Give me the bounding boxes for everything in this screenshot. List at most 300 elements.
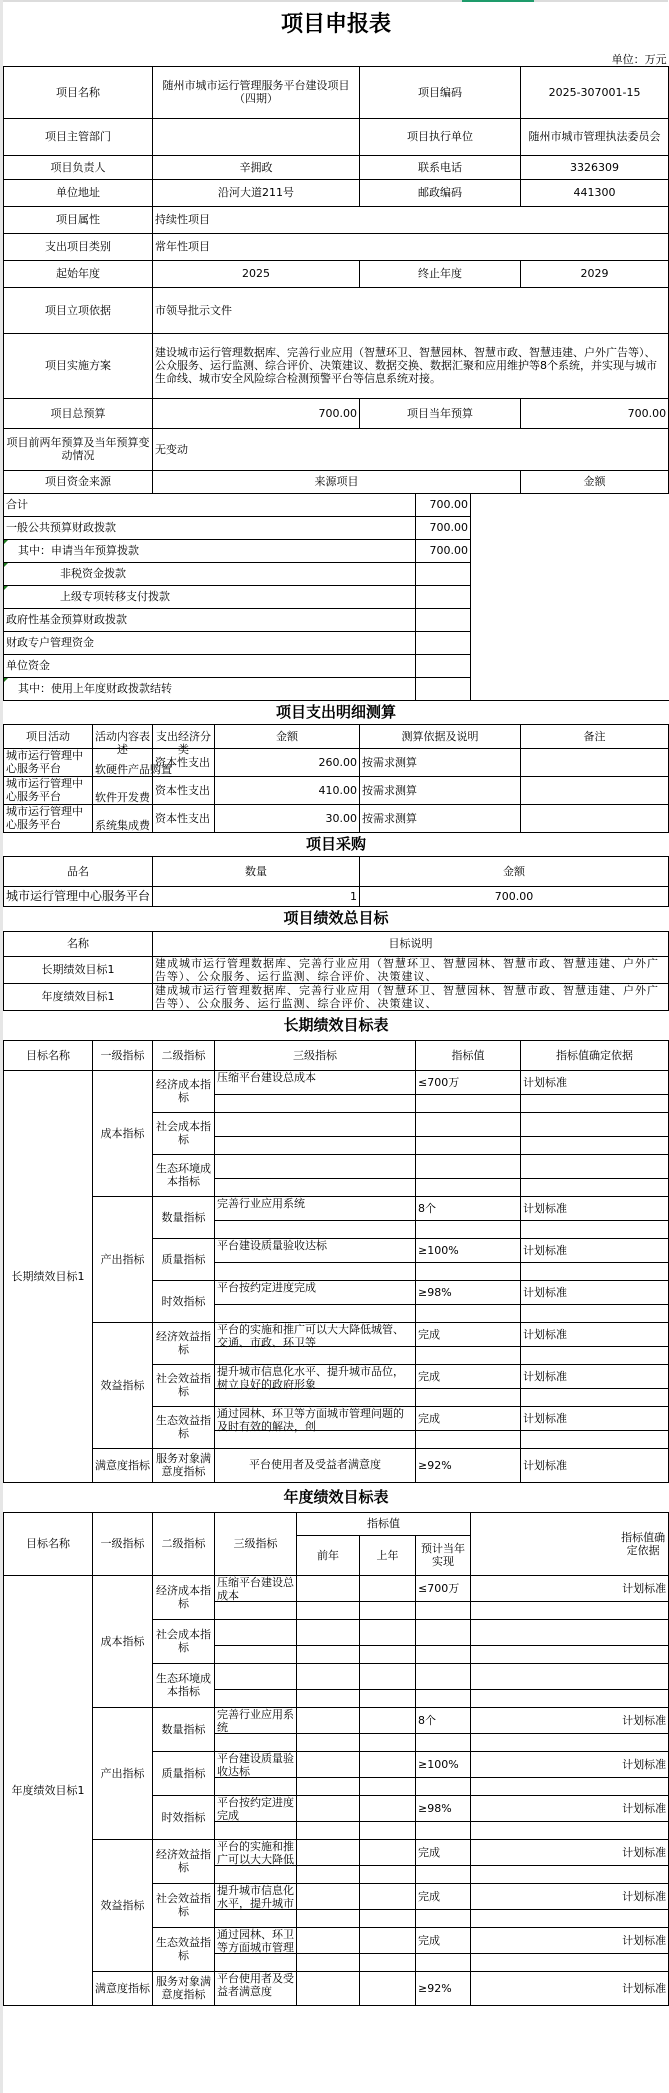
longterm-basis[interactable]: 计划标准 — [521, 1406, 669, 1430]
annual-level3-text: 通过园林、环卫等方面城市管理 — [217, 1927, 294, 1954]
annual-level2: 生态效益指标 — [153, 1927, 215, 1971]
postcode-value[interactable]: 441300 — [521, 179, 669, 206]
annual-prev1[interactable] — [360, 1575, 416, 1601]
annual-prev2[interactable] — [297, 1689, 360, 1707]
annual-header-level1: 一级指标 — [93, 1512, 153, 1575]
overall-goal-name: 年度绩效目标1 — [4, 983, 153, 1010]
longterm-level3[interactable] — [215, 1304, 416, 1322]
basis-label: 项目立项依据 — [4, 287, 153, 333]
expense-section-title: 项目支出明细测算 — [4, 700, 669, 724]
longterm-value[interactable] — [416, 1136, 521, 1154]
annual-prev2[interactable] — [297, 1795, 360, 1821]
longterm-section-title: 长期绩效目标表 — [4, 1010, 669, 1040]
longterm-level3[interactable] — [215, 1220, 416, 1238]
funding-amount[interactable] — [416, 631, 471, 654]
longterm-basis[interactable] — [521, 1112, 669, 1136]
longterm-level2: 时效指标 — [153, 1280, 215, 1322]
annual-expected[interactable]: 8个 — [416, 1707, 471, 1733]
longterm-level3[interactable] — [215, 1178, 416, 1196]
longterm-value[interactable]: 完成 — [416, 1406, 521, 1430]
dept-value[interactable] — [153, 118, 360, 155]
expense-activity[interactable] — [4, 748, 93, 776]
funding-source-header: 来源项目 — [153, 470, 521, 493]
expense-row — [4, 804, 669, 832]
annual-prev2[interactable] — [297, 1575, 360, 1601]
funding-row — [4, 585, 669, 608]
annual-level3-text: 平台的实施和推广可以大大降低 — [217, 1839, 294, 1866]
annual-basis[interactable] — [471, 1865, 669, 1883]
plan-value[interactable]: 建设城市运行管理数据库、完善行业应用（智慧环卫、智慧园林、智慧市政、智慧违建、户外广告等）、公众服务、运行监测、综合评价、决策建议、数据交换、数据汇聚和应用维护等8个系统，并实现与城市生命线、城市安全风险综合检测预警平台等信息系统对接。 — [153, 333, 669, 398]
annual-header-basis: 指标值确定依据 — [471, 1512, 669, 1575]
annual-level3-text: 平台建设质量验收达标 — [217, 1751, 294, 1778]
funding-source-label: 项目资金来源 — [4, 470, 153, 493]
funding-row — [4, 539, 669, 562]
funding-source-name: 上级专项转移支付拨款 — [4, 585, 416, 608]
annual-level3[interactable] — [215, 1751, 297, 1777]
longterm-value[interactable] — [416, 1094, 521, 1112]
expense-activity-text: 城市运行管理中心服务平台 — [6, 776, 83, 803]
annual-prev1[interactable] — [360, 1751, 416, 1777]
annual-level3[interactable] — [215, 1733, 297, 1751]
funding-amount[interactable]: 700.00 — [416, 516, 471, 539]
annual-basis[interactable] — [471, 1821, 669, 1839]
funding-amount[interactable] — [416, 677, 471, 700]
expense-amount[interactable]: 260.00 — [215, 748, 360, 776]
total-budget-value[interactable]: 700.00 — [153, 398, 360, 428]
annual-level3-text: 平台按约定进度完成 — [217, 1795, 294, 1822]
annual-prev2[interactable] — [297, 1953, 360, 1971]
expense-note[interactable] — [521, 748, 669, 776]
longterm-level2: 服务对象满意度指标 — [153, 1448, 215, 1482]
longterm-level3[interactable] — [215, 1112, 416, 1136]
longterm-value[interactable]: 8个 — [416, 1196, 521, 1220]
annual-basis[interactable] — [471, 1601, 669, 1619]
longterm-value[interactable] — [416, 1262, 521, 1280]
annual-level1: 成本指标 — [93, 1575, 153, 1707]
exec-unit-value[interactable]: 随州市城市管理执法委员会 — [521, 118, 669, 155]
exec-unit-label: 项目执行单位 — [360, 118, 521, 155]
annual-indicator-row — [4, 1971, 669, 2005]
annual-expected[interactable] — [416, 1601, 471, 1619]
annual-prev1[interactable] — [360, 1689, 416, 1707]
longterm-basis[interactable] — [521, 1094, 669, 1112]
annual-prev2[interactable] — [297, 1733, 360, 1751]
annual-prev1[interactable] — [360, 1645, 416, 1663]
annual-level3[interactable] — [215, 1909, 297, 1927]
annual-level3[interactable] — [215, 1839, 297, 1865]
annual-prev2[interactable] — [297, 1971, 360, 2005]
longterm-basis[interactable]: 计划标准 — [521, 1280, 669, 1304]
attr-value[interactable]: 持续性项目 — [153, 206, 669, 233]
expense-amount[interactable]: 410.00 — [215, 776, 360, 804]
leader-label: 项目负责人 — [4, 155, 153, 179]
funding-amount[interactable] — [416, 562, 471, 585]
annual-level3[interactable] — [215, 1953, 297, 1971]
annual-expected[interactable]: ≥100% — [416, 1751, 471, 1777]
longterm-basis[interactable] — [521, 1346, 669, 1364]
longterm-basis[interactable] — [521, 1136, 669, 1154]
annual-level2: 生态环境成本指标 — [153, 1663, 215, 1707]
annual-expected[interactable] — [416, 1689, 471, 1707]
longterm-value[interactable]: ≥98% — [416, 1280, 521, 1304]
funding-source-name: 其中：使用上年度财政拨款结转 — [4, 677, 416, 700]
expense-basis[interactable]: 按需求测算 — [360, 748, 521, 776]
plan-label: 项目实施方案 — [4, 333, 153, 398]
annual-basis[interactable]: 计划标准 — [471, 1971, 669, 2005]
longterm-value[interactable]: 完成 — [416, 1322, 521, 1346]
funding-source-name: 其中：申请当年预算拨款 — [4, 539, 416, 562]
project-name-value[interactable]: 随州市城市运行管理服务平台建设项目（四期） — [153, 66, 360, 118]
annual-basis[interactable] — [471, 1663, 669, 1689]
end-year-label: 终止年度 — [360, 260, 521, 287]
annual-expected[interactable]: 完成 — [416, 1883, 471, 1909]
annual-prev1[interactable] — [360, 1953, 416, 1971]
basis-value[interactable]: 市领导批示文件 — [153, 287, 669, 333]
annual-basis[interactable]: 计划标准 — [471, 1839, 669, 1865]
annual-prev2[interactable] — [297, 1751, 360, 1777]
expense-content[interactable] — [93, 776, 153, 804]
expense-header-amount: 金额 — [215, 724, 360, 748]
annual-prev1[interactable] — [360, 1707, 416, 1733]
postcode-label: 邮政编码 — [360, 179, 521, 206]
funding-amount[interactable] — [416, 585, 471, 608]
longterm-value[interactable] — [416, 1112, 521, 1136]
address-value[interactable]: 沿河大道211号 — [153, 179, 360, 206]
procurement-amount[interactable]: 700.00 — [360, 886, 669, 906]
longterm-level1: 效益指标 — [93, 1322, 153, 1448]
longterm-header-level3: 三级指标 — [215, 1040, 416, 1070]
longterm-level3[interactable] — [215, 1280, 416, 1304]
longterm-value[interactable] — [416, 1220, 521, 1238]
expense-activity[interactable] — [4, 776, 93, 804]
expense-content-text: 系统集成费 — [95, 818, 150, 832]
annual-prev2[interactable] — [297, 1909, 360, 1927]
funding-amount[interactable]: 700.00 — [416, 539, 471, 562]
annual-level3[interactable] — [215, 1619, 297, 1645]
annual-basis[interactable] — [471, 1909, 669, 1927]
longterm-level3[interactable] — [215, 1406, 416, 1433]
longterm-basis[interactable] — [521, 1430, 669, 1448]
longterm-level3[interactable] — [215, 1322, 416, 1349]
longterm-value[interactable] — [416, 1304, 521, 1322]
annual-prev1[interactable] — [360, 1927, 416, 1953]
longterm-level2: 生态效益指标 — [153, 1406, 215, 1448]
funding-source-name: 合计 — [4, 493, 416, 516]
end-year-value[interactable]: 2029 — [521, 260, 669, 287]
annual-level3-text: 压缩平台建设总成本 — [217, 1575, 294, 1602]
longterm-basis[interactable]: 计划标准 — [521, 1364, 669, 1388]
annual-prev1[interactable] — [360, 1777, 416, 1795]
longterm-basis[interactable] — [521, 1178, 669, 1196]
longterm-level3-text: 平台的实施和推广可以大大降低城管、交通、市政、环卫等 — [217, 1322, 404, 1349]
longterm-level3-text: 平台建设质量验收达标 — [217, 1238, 327, 1252]
annual-level2: 时效指标 — [153, 1795, 215, 1839]
category-value[interactable]: 常年性项目 — [153, 233, 669, 260]
overall-goal-desc[interactable] — [153, 956, 669, 983]
overall-goal-desc-text: 建成城市运行管理数据库、完善行业应用（智慧环卫、智慧园林、智慧市政、智慧违建、户外广告等）、公众服务、运行监测、综合评价、决策建议、 — [155, 983, 659, 1010]
annual-level2: 数量指标 — [153, 1707, 215, 1751]
expense-content-text: 软件开发费 — [95, 790, 150, 804]
funding-amount[interactable] — [416, 608, 471, 631]
annual-level3[interactable] — [215, 1575, 297, 1601]
expense-basis[interactable]: 按需求测算 — [360, 776, 521, 804]
annual-level3[interactable] — [215, 1821, 297, 1839]
annual-level2: 服务对象满意度指标 — [153, 1971, 215, 2005]
annual-basis[interactable]: 计划标准 — [471, 1751, 669, 1777]
annual-level3-text: 平台使用者及受益者满意度 — [217, 1971, 294, 1998]
longterm-level3-text: 压缩平台建设总成本 — [217, 1070, 316, 1084]
longterm-level3[interactable] — [215, 1196, 416, 1220]
overall-goal-name: 长期绩效目标1 — [4, 956, 153, 983]
longterm-value[interactable]: 完成 — [416, 1364, 521, 1388]
longterm-basis[interactable] — [521, 1154, 669, 1178]
longterm-level3[interactable] — [215, 1448, 416, 1482]
procurement-qty[interactable]: 1 — [153, 886, 360, 906]
longterm-basis[interactable] — [521, 1220, 669, 1238]
longterm-indicator-row — [4, 1448, 669, 1482]
annual-prev2[interactable] — [297, 1707, 360, 1733]
expense-amount[interactable]: 30.00 — [215, 804, 360, 832]
annual-expected[interactable]: 完成 — [416, 1839, 471, 1865]
annual-expected[interactable] — [416, 1645, 471, 1663]
longterm-header-goal: 目标名称 — [4, 1040, 93, 1070]
category-label: 支出项目类别 — [4, 233, 153, 260]
budget-change-label: 项目前两年预算及当年预算变动情况 — [4, 428, 153, 470]
annual-expected[interactable] — [416, 1909, 471, 1927]
annual-basis[interactable] — [471, 1645, 669, 1663]
longterm-basis[interactable] — [521, 1304, 669, 1322]
longterm-level3[interactable] — [215, 1346, 416, 1364]
start-year-value[interactable]: 2025 — [153, 260, 360, 287]
annual-expected[interactable] — [416, 1619, 471, 1645]
annual-prev2[interactable] — [297, 1821, 360, 1839]
annual-basis[interactable]: 计划标准 — [471, 1795, 669, 1821]
annual-basis[interactable]: 计划标准 — [471, 1707, 669, 1733]
annual-level3[interactable] — [215, 1971, 297, 2005]
longterm-level3[interactable] — [215, 1136, 416, 1154]
annual-basis[interactable]: 计划标准 — [471, 1927, 669, 1953]
funding-row — [4, 562, 669, 585]
funding-row — [4, 493, 669, 516]
application-table — [3, 2, 669, 2006]
expense-header-content: 活动内容表述 — [93, 724, 153, 748]
year-budget-value[interactable]: 700.00 — [521, 398, 669, 428]
budget-change-value[interactable]: 无变动 — [153, 428, 669, 470]
annual-level3[interactable] — [215, 1663, 297, 1689]
longterm-value[interactable] — [416, 1178, 521, 1196]
procurement-name[interactable]: 城市运行管理中心服务平台 — [4, 886, 153, 906]
annual-indicator-row — [4, 1575, 669, 1601]
annual-level3[interactable] — [215, 1707, 297, 1733]
annual-level3[interactable] — [215, 1927, 297, 1953]
annual-level3[interactable] — [215, 1645, 297, 1663]
annual-level3[interactable] — [215, 1689, 297, 1707]
funding-source-name: 单位资金 — [4, 654, 416, 677]
funding-amount[interactable] — [416, 654, 471, 677]
longterm-value[interactable]: ≤700万 — [416, 1070, 521, 1094]
longterm-value[interactable]: ≥100% — [416, 1238, 521, 1262]
start-year-label: 起始年度 — [4, 260, 153, 287]
annual-expected[interactable] — [416, 1733, 471, 1751]
project-application-sheet — [3, 2, 668, 2006]
project-code-value[interactable]: 2025-307001-15 — [521, 66, 669, 118]
longterm-value[interactable] — [416, 1154, 521, 1178]
annual-level3[interactable] — [215, 1777, 297, 1795]
annual-prev2[interactable] — [297, 1883, 360, 1909]
annual-prev1[interactable] — [360, 1619, 416, 1645]
annual-level2: 社会成本指标 — [153, 1619, 215, 1663]
annual-level2: 经济成本指标 — [153, 1575, 215, 1619]
annual-basis[interactable] — [471, 1619, 669, 1645]
expense-header-note: 备注 — [521, 724, 669, 748]
longterm-header-level2: 二级指标 — [153, 1040, 215, 1070]
longterm-level3[interactable] — [215, 1430, 416, 1448]
longterm-basis[interactable] — [521, 1388, 669, 1406]
annual-prev2[interactable] — [297, 1777, 360, 1795]
annual-prev2[interactable] — [297, 1865, 360, 1883]
annual-section-title: 年度绩效目标表 — [4, 1482, 669, 1512]
longterm-level3-text: 平台按约定进度完成 — [217, 1280, 316, 1294]
page-title: 项目申报表 — [281, 10, 392, 37]
longterm-level3[interactable] — [215, 1094, 416, 1112]
overall-goal-desc-text: 建成城市运行管理数据库、完善行业应用（智慧环卫、智慧园林、智慧市政、智慧违建、户外广告等）、公众服务、运行监测、综合评价、决策建议、 — [155, 956, 659, 983]
leader-value[interactable]: 辛拥政 — [153, 155, 360, 179]
longterm-basis[interactable] — [521, 1262, 669, 1280]
expense-content-text: 软硬件产品购置 — [95, 762, 172, 776]
funding-row — [4, 516, 669, 539]
annual-expected[interactable]: ≥92% — [416, 1971, 471, 2005]
annual-prev1[interactable] — [360, 1821, 416, 1839]
expense-activity[interactable] — [4, 804, 93, 832]
longterm-basis[interactable]: 计划标准 — [521, 1070, 669, 1094]
funding-source-name: 一般公共预算财政拨款 — [4, 516, 416, 539]
longterm-value[interactable] — [416, 1346, 521, 1364]
annual-prev1[interactable] — [360, 1909, 416, 1927]
longterm-level1: 产出指标 — [93, 1196, 153, 1322]
expense-econ[interactable]: 资本性支出 — [153, 804, 215, 832]
expense-content[interactable] — [93, 804, 153, 832]
annual-header-prev2: 前年 — [297, 1535, 360, 1575]
longterm-level2: 社会成本指标 — [153, 1112, 215, 1154]
overall-header-desc: 目标说明 — [153, 931, 669, 956]
annual-prev2[interactable] — [297, 1645, 360, 1663]
annual-prev2[interactable] — [297, 1663, 360, 1689]
annual-prev1[interactable] — [360, 1883, 416, 1909]
expense-note[interactable] — [521, 804, 669, 832]
annual-prev1[interactable] — [360, 1839, 416, 1865]
funding-row — [4, 608, 669, 631]
procurement-header-amount: 金额 — [360, 856, 669, 886]
annual-basis[interactable]: 计划标准 — [471, 1883, 669, 1909]
annual-header-level3: 三级指标 — [215, 1512, 297, 1575]
annual-basis[interactable] — [471, 1953, 669, 1971]
annual-prev1[interactable] — [360, 1601, 416, 1619]
annual-basis[interactable] — [471, 1689, 669, 1707]
annual-prev1[interactable] — [360, 1971, 416, 2005]
annual-basis[interactable] — [471, 1777, 669, 1795]
longterm-level1: 成本指标 — [93, 1070, 153, 1196]
annual-level1: 效益指标 — [93, 1839, 153, 1971]
procurement-row — [4, 886, 669, 906]
annual-expected[interactable]: 完成 — [416, 1927, 471, 1953]
longterm-basis[interactable]: 计划标准 — [521, 1448, 669, 1482]
longterm-basis[interactable]: 计划标准 — [521, 1196, 669, 1220]
annual-level3[interactable] — [215, 1883, 297, 1909]
longterm-value[interactable]: ≥92% — [416, 1448, 521, 1482]
funding-row — [4, 677, 669, 700]
longterm-header-basis: 指标值确定依据 — [521, 1040, 669, 1070]
phone-label: 联系电话 — [360, 155, 521, 179]
annual-basis[interactable]: 计划标准 — [471, 1575, 669, 1601]
expense-econ[interactable]: 资本性支出 — [153, 748, 215, 776]
annual-basis[interactable] — [471, 1733, 669, 1751]
phone-value[interactable]: 3326309 — [521, 155, 669, 179]
overall-goal-desc[interactable] — [153, 983, 669, 1010]
annual-expected[interactable] — [416, 1865, 471, 1883]
longterm-value[interactable] — [416, 1430, 521, 1448]
annual-expected[interactable] — [416, 1777, 471, 1795]
expense-note[interactable] — [521, 776, 669, 804]
annual-expected[interactable] — [416, 1953, 471, 1971]
annual-expected[interactable] — [416, 1663, 471, 1689]
longterm-level3[interactable] — [215, 1388, 416, 1406]
longterm-level3-text: 通过园林、环卫等方面城市管理问题的及时有效的解决，创 — [217, 1406, 404, 1433]
longterm-level3[interactable] — [215, 1154, 416, 1178]
annual-prev1[interactable] — [360, 1865, 416, 1883]
annual-expected[interactable]: ≤700万 — [416, 1575, 471, 1601]
annual-prev2[interactable] — [297, 1601, 360, 1619]
longterm-indicator-row — [4, 1070, 669, 1094]
expense-activity-text: 城市运行管理中心服务平台 — [6, 748, 83, 775]
annual-prev2[interactable] — [297, 1839, 360, 1865]
annual-prev1[interactable] — [360, 1795, 416, 1821]
longterm-level2: 数量指标 — [153, 1196, 215, 1238]
longterm-level2: 经济效益指标 — [153, 1322, 215, 1364]
expense-row — [4, 748, 669, 776]
expense-activity-text: 城市运行管理中心服务平台 — [6, 804, 83, 831]
annual-header-value-group: 指标值 — [297, 1512, 471, 1535]
annual-level3[interactable] — [215, 1795, 297, 1821]
annual-level3[interactable] — [215, 1865, 297, 1883]
expense-econ[interactable]: 资本性支出 — [153, 776, 215, 804]
longterm-level3-text: 提升城市信息化水平、提升城市品位，树立良好的政府形象 — [217, 1364, 404, 1391]
funding-amount[interactable]: 700.00 — [416, 493, 471, 516]
annual-expected[interactable]: ≥98% — [416, 1795, 471, 1821]
longterm-level3[interactable] — [215, 1364, 416, 1391]
annual-header-prev1: 上年 — [360, 1535, 416, 1575]
longterm-basis[interactable]: 计划标准 — [521, 1322, 669, 1346]
expense-header-basis: 测算依据及说明 — [360, 724, 521, 748]
longterm-level3[interactable] — [215, 1262, 416, 1280]
annual-expected[interactable] — [416, 1821, 471, 1839]
annual-prev2[interactable] — [297, 1927, 360, 1953]
longterm-header-level1: 一级指标 — [93, 1040, 153, 1070]
annual-prev1[interactable] — [360, 1733, 416, 1751]
longterm-basis[interactable]: 计划标准 — [521, 1238, 669, 1262]
longterm-level3-text: 完善行业应用系统 — [217, 1196, 305, 1210]
project-code-label: 项目编码 — [360, 66, 521, 118]
longterm-level3[interactable] — [215, 1070, 416, 1094]
longterm-level3[interactable] — [215, 1238, 416, 1262]
annual-level2: 社会效益指标 — [153, 1883, 215, 1927]
longterm-value[interactable] — [416, 1388, 521, 1406]
annual-level3[interactable] — [215, 1601, 297, 1619]
expense-basis[interactable]: 按需求测算 — [360, 804, 521, 832]
overall-header-name: 名称 — [4, 931, 153, 956]
annual-prev2[interactable] — [297, 1619, 360, 1645]
annual-level2: 质量指标 — [153, 1751, 215, 1795]
annual-prev1[interactable] — [360, 1663, 416, 1689]
